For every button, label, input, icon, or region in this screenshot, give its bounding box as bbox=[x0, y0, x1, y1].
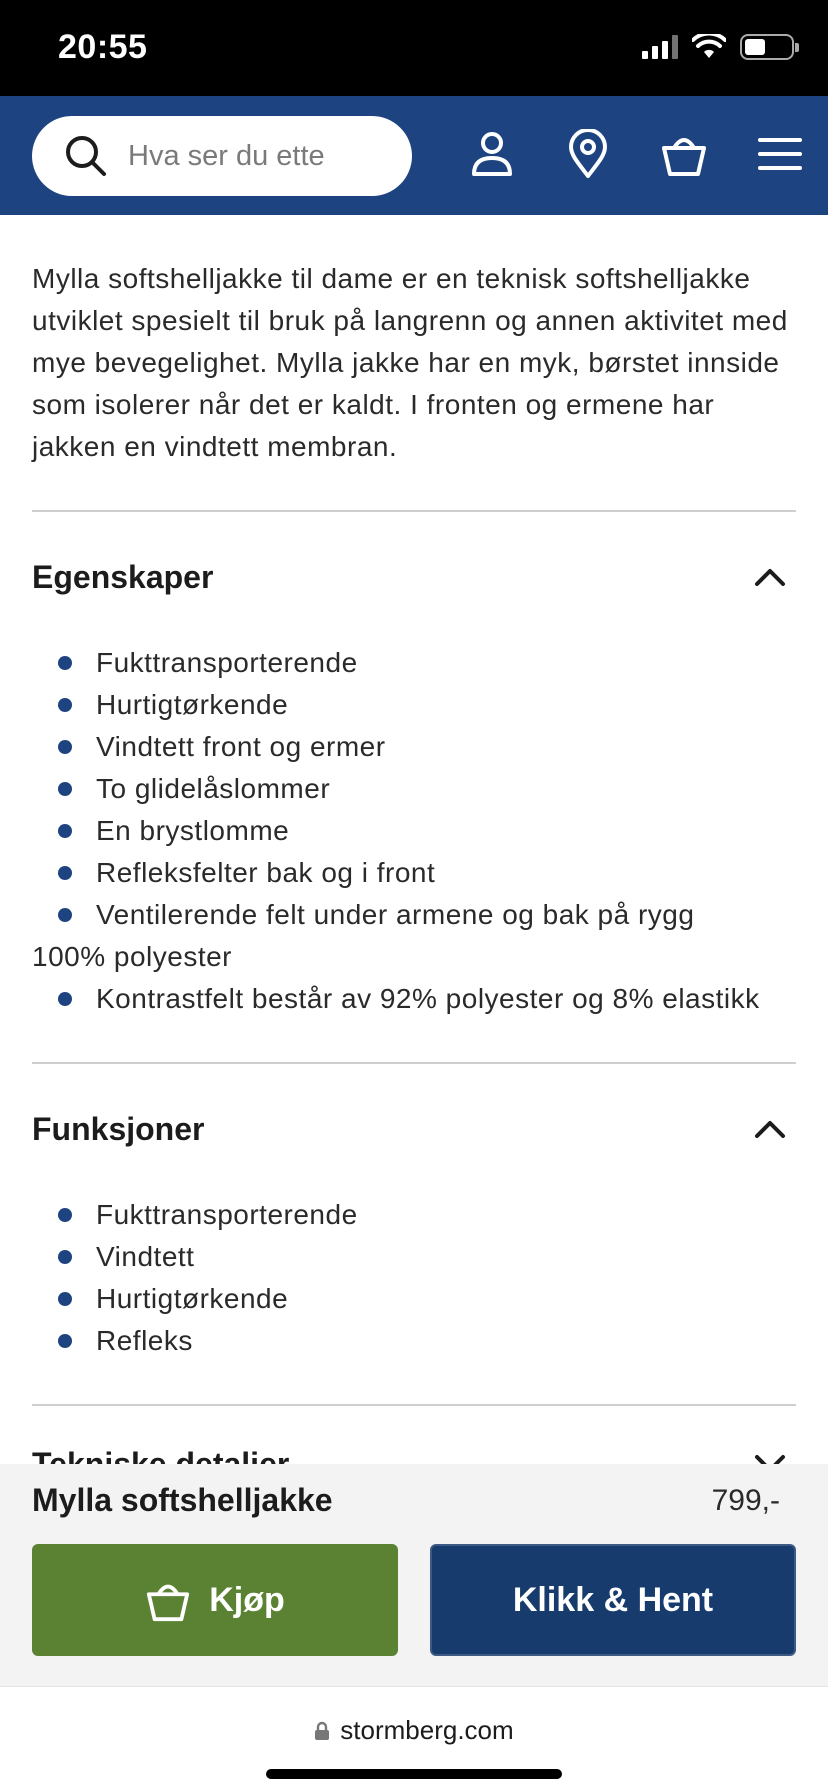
search-icon bbox=[64, 134, 108, 178]
status-icons bbox=[642, 34, 794, 60]
egenskaper-list bbox=[32, 642, 796, 936]
product-price: 799,- bbox=[711, 1484, 780, 1517]
egenskaper-list-continued bbox=[32, 978, 796, 1020]
menu-icon[interactable] bbox=[752, 126, 808, 182]
top-navigation bbox=[0, 96, 828, 215]
funksjoner-list bbox=[32, 1194, 796, 1362]
list-item: Vindtett bbox=[32, 1236, 796, 1278]
signal-icon bbox=[642, 35, 678, 59]
status-time: 20:55 bbox=[58, 28, 148, 66]
battery-icon bbox=[740, 34, 794, 60]
list-item: Refleksfelter bak og i front bbox=[32, 852, 796, 894]
section-egenskaper-header[interactable] bbox=[32, 512, 796, 642]
buy-button-label: Kjøp bbox=[209, 1580, 285, 1619]
list-item: Hurtigtørkende bbox=[32, 1278, 796, 1320]
status-bar bbox=[0, 0, 828, 96]
section-funksjoner-header[interactable] bbox=[32, 1064, 796, 1194]
list-item: Fukttransporterende bbox=[32, 642, 796, 684]
lock-icon bbox=[314, 1721, 330, 1741]
list-item: Fukttransporterende bbox=[32, 1194, 796, 1236]
basket-icon[interactable] bbox=[656, 126, 712, 182]
url-display[interactable] bbox=[0, 1715, 828, 1746]
search-input[interactable] bbox=[32, 116, 412, 196]
section-title: Funksjoner bbox=[32, 1110, 205, 1147]
list-item: Hurtigtørkende bbox=[32, 684, 796, 726]
click-and-collect-label: Klikk & Hent bbox=[512, 1580, 714, 1619]
search-placeholder: Hva ser du ette bbox=[128, 139, 325, 172]
chevron-up-icon[interactable] bbox=[750, 1109, 790, 1149]
list-item: To glidelåslommer bbox=[32, 768, 796, 810]
section-title: Egenskaper bbox=[32, 558, 214, 595]
location-icon[interactable] bbox=[560, 126, 616, 182]
browser-url-bar bbox=[0, 1686, 828, 1792]
product-name: Mylla softshelljakke bbox=[32, 1482, 333, 1518]
material-line: 100% polyester bbox=[32, 941, 233, 972]
buy-button[interactable] bbox=[32, 1544, 398, 1656]
sticky-buy-bar bbox=[0, 1464, 828, 1686]
click-and-collect-button[interactable] bbox=[430, 1544, 796, 1656]
wifi-icon bbox=[692, 34, 726, 60]
basket-icon bbox=[145, 1577, 191, 1623]
home-indicator[interactable] bbox=[266, 1769, 562, 1779]
list-item: Kontrastfelt består av 92% polyester og 8% elastikk bbox=[32, 978, 796, 1020]
list-item: Ventilerende felt under armene og bak på rygg bbox=[32, 894, 796, 936]
chevron-up-icon[interactable] bbox=[750, 557, 790, 597]
list-item: Refleks bbox=[32, 1320, 796, 1362]
product-description: Mylla softshelljakke til dame er en teknisk softshelljakke utviklet spesielt til bruk på langrenn og annen aktivitet med mye bevegelighet. Mylla jakke har en myk, børstet innside som isolerer når det er kaldt. I fronten og ermene har jakken en vindtett membran. bbox=[32, 263, 788, 462]
list-item: Vindtett front og ermer bbox=[32, 726, 796, 768]
url-text: stormberg.com bbox=[340, 1715, 514, 1745]
account-icon[interactable] bbox=[464, 126, 520, 182]
list-item: En brystlomme bbox=[32, 810, 796, 852]
product-details bbox=[32, 215, 796, 1522]
